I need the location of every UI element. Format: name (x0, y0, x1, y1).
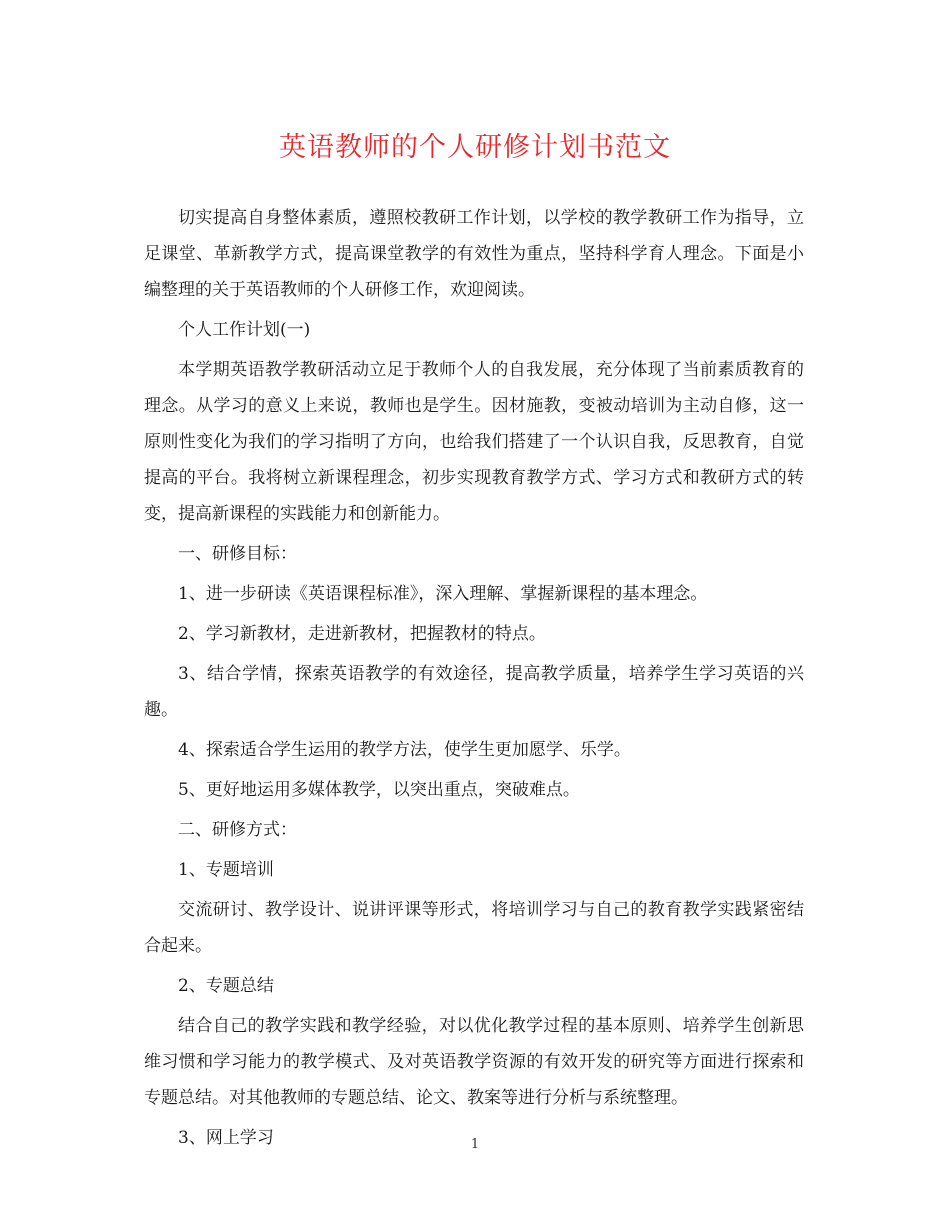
document-title: 英语教师的个人研修计划书范文 (279, 132, 671, 163)
document-body (144, 200, 804, 1160)
method-item-1-heading: 1、专题培训 (178, 860, 274, 880)
goal-item-2: 2、学习新教材，走进新教材，把握教材的特点。 (178, 624, 546, 644)
method-item-3-heading: 3、网上学习 (178, 1128, 274, 1148)
paragraph-intro: 切实提高自身整体素质，遵照校教研工作计划，以学校的教学教研工作为指导，立足课堂、革新教学方式，提高课堂教学的有效性为重点，坚持科学育人理念。下面是小编整理的关于英语教师的个人研修工作，欢迎阅读。 (144, 208, 804, 300)
method-item-2-heading: 2、专题总结 (178, 976, 274, 996)
method-item-1-text: 交流研讨、教学设计、说讲评课等形式，将培训学习与自己的教育教学实践紧密结合起来。 (144, 900, 804, 956)
section-heading-goals: 一、研修目标： (178, 544, 297, 564)
goal-item-1: 1、进一步研读《英语课程标准》，深入理解、掌握新课程的基本理念。 (178, 584, 708, 604)
goal-item-5: 5、更好地运用多媒体教学，以突出重点，突破难点。 (178, 780, 580, 800)
goal-item-4: 4、探索适合学生运用的教学方法，使学生更加愿学、乐学。 (178, 740, 631, 760)
section-heading-plan-one: 个人工作计划(一) (178, 320, 311, 340)
paragraph-plan-one: 本学期英语教学教研活动立足于教师个人的自我发展，充分体现了当前素质教育的理念。从学习的意义上来说，教师也是学生。因材施教，变被动培训为主动自修，这一原则性变化为我们的学习指明了方向，也给我们搭建了一个认识自我，反思教育，自觉提高的平台。我将树立新课程理念，初步实现教育教学方式、学习方式和教研方式的转变，提高新课程的实践能力和创新能力。 (144, 360, 804, 524)
method-item-2-text: 结合自己的教学实践和教学经验，对以优化教学过程的基本原则、培养学生创新思维习惯和学习能力的教学模式、及对英语教学资源的有效开发的研究等方面进行探索和专题总结。对其他教师的专题总结、论文、教案等进行分析与系统整理。 (144, 1016, 804, 1108)
page-number: 1 (470, 1137, 480, 1152)
goal-item-3: 3、结合学情，探索英语教学的有效途径，提高教学质量，培养学生学习英语的兴趣。 (144, 664, 804, 720)
section-heading-methods: 二、研修方式： (178, 820, 297, 840)
